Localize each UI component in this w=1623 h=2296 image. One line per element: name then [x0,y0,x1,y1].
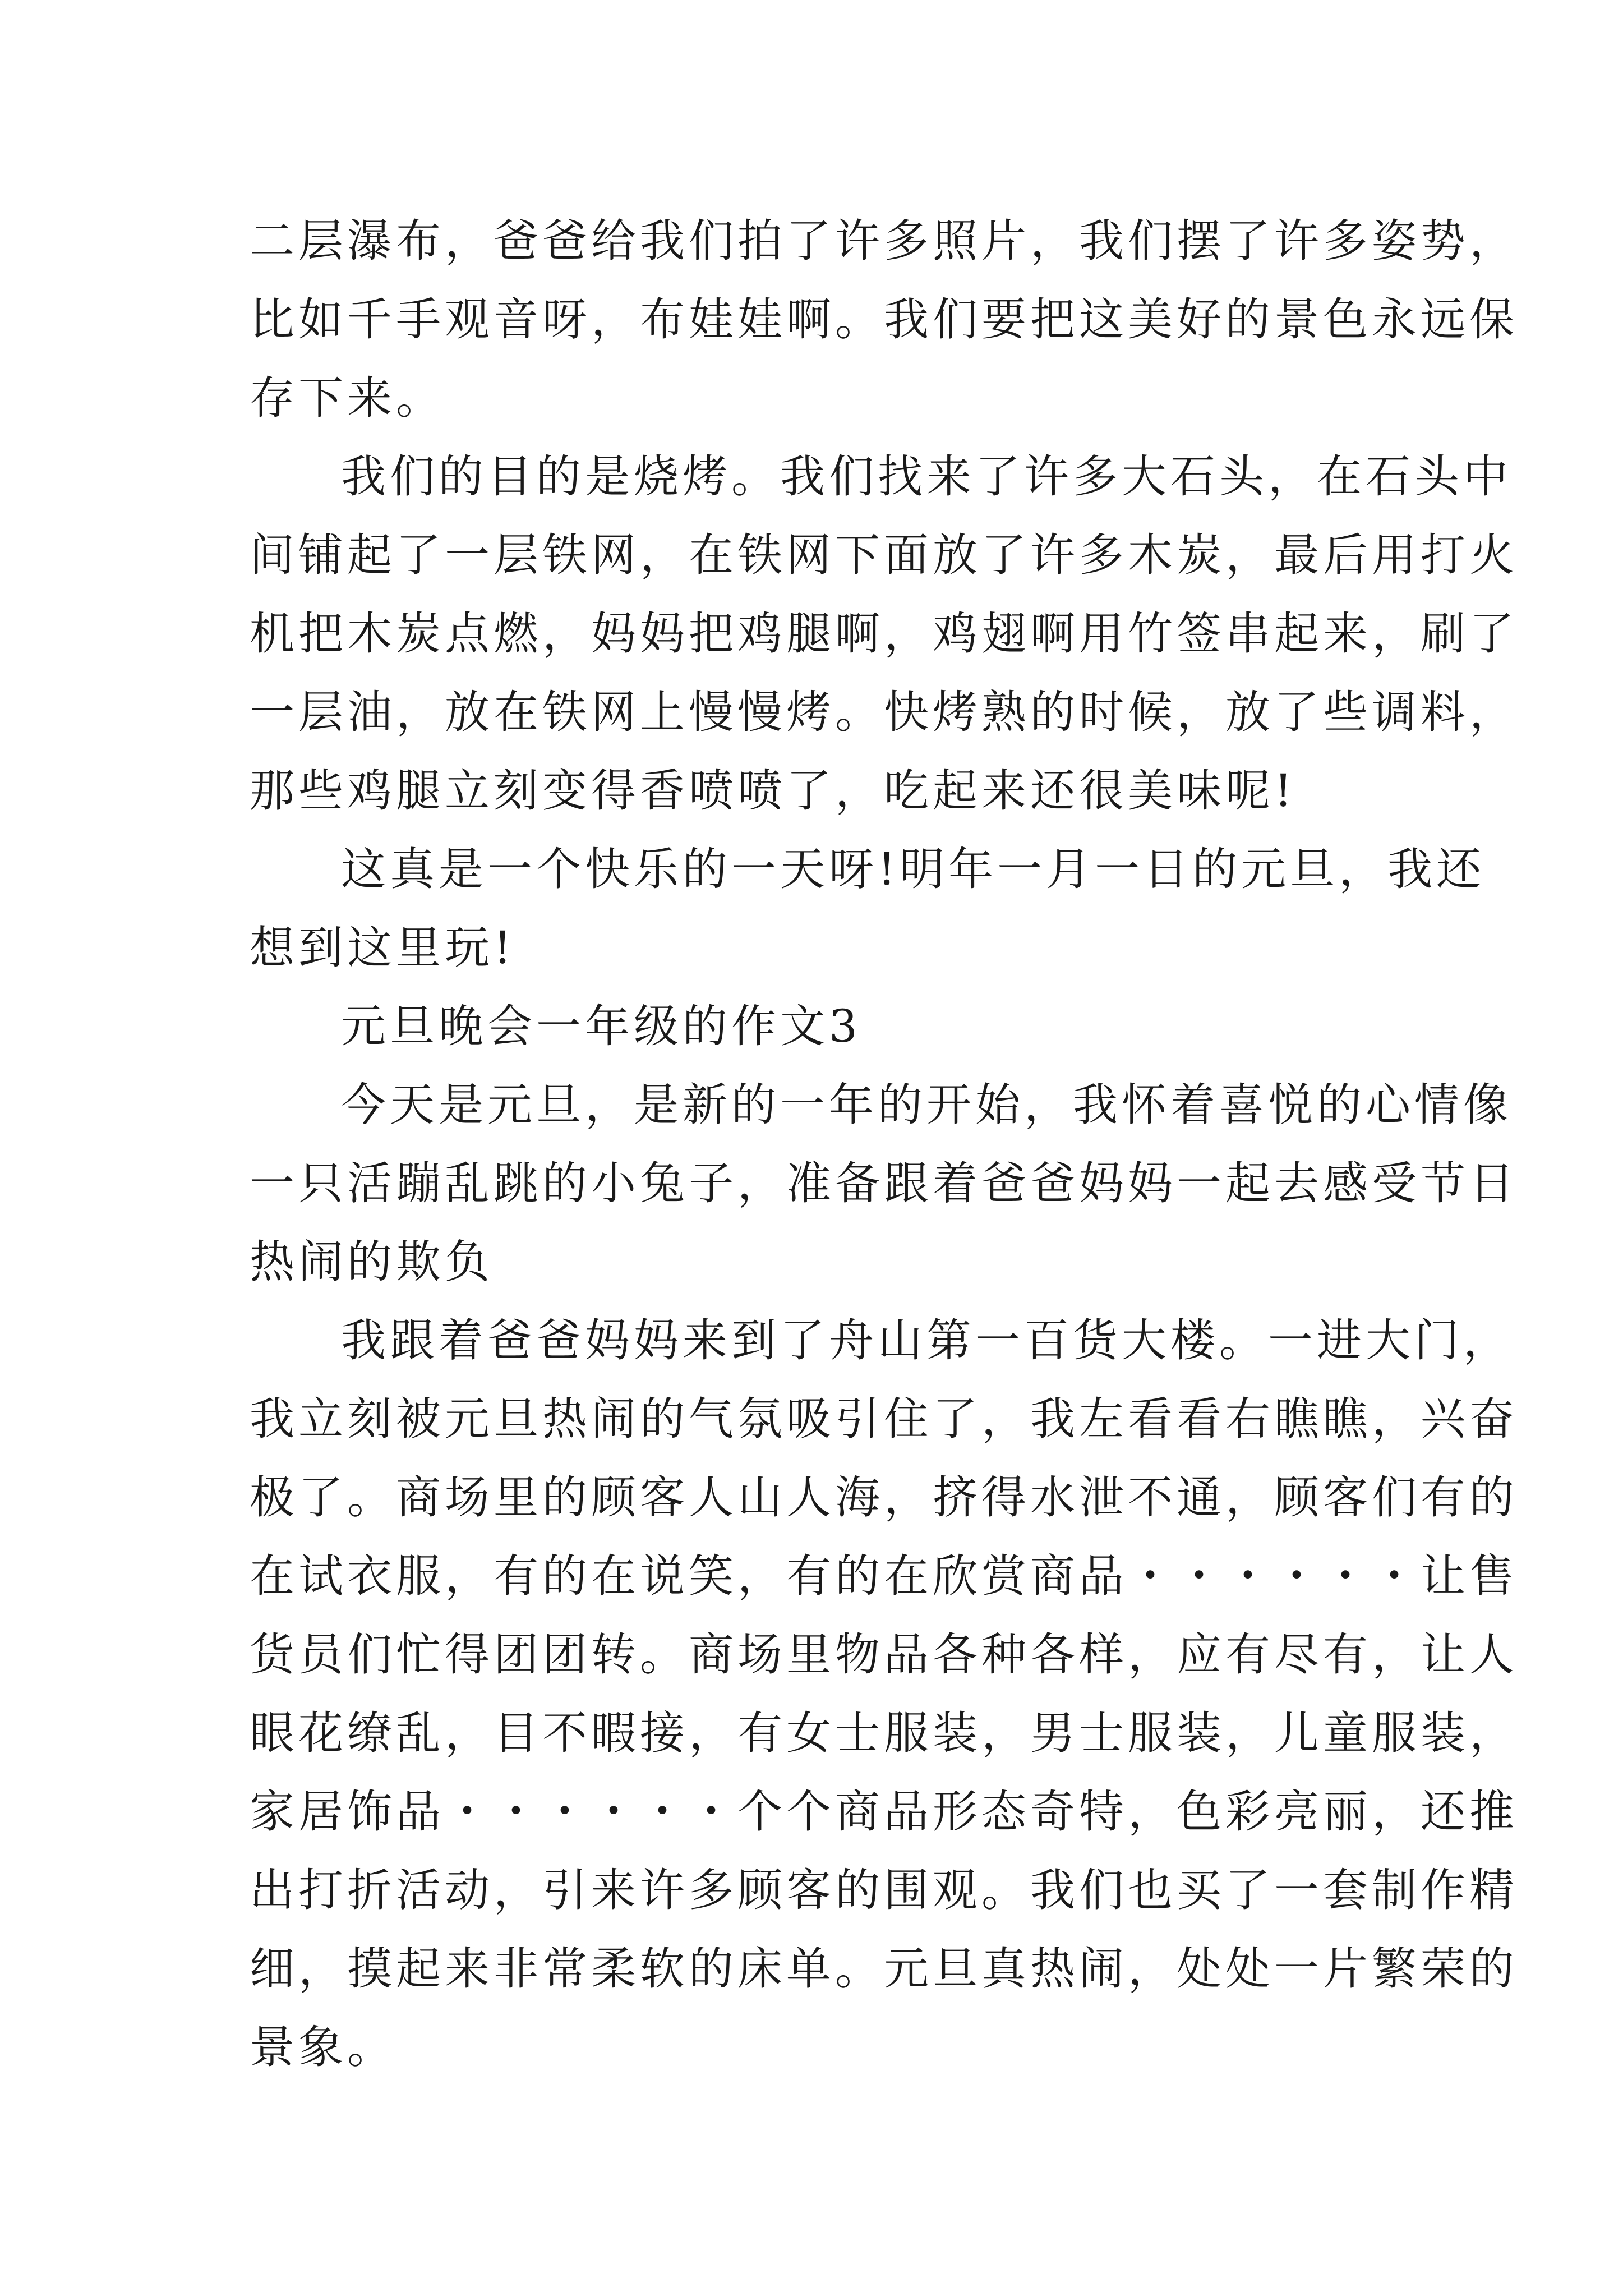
text-line: 间铺起了一层铁网，在铁网下面放了许多木炭，最后用打火 [250,529,1518,581]
text-line: 比如千手观音呀，布娃娃啊。我们要把这美好的景色永远保 [250,293,1518,346]
text-line: 眼花缭乱，目不暇接，有女士服装，男士服装，儿童服装， [250,1707,1518,1759]
text-line: 热闹的欺负 [250,1236,494,1288]
text-line: 货员们忙得团团转。商场里物品各种各样，应有尽有，让人 [250,1628,1518,1681]
paragraph-start: 我跟着爸爸妈妈来到了舟山第一百货大楼。一进大门， [341,1314,1512,1366]
text-line: 出打折活动，引来许多顾客的围观。我们也买了一套制作精 [250,1864,1518,1916]
text-line: 细，摸起来非常柔软的床单。元旦真热闹，处处一片繁荣的 [250,1943,1518,1995]
text-line: 一只活蹦乱跳的小兔子，准备跟着爸爸妈妈一起去感受节日 [250,1157,1518,1209]
text-line: 我立刻被元旦热闹的气氛吸引住了，我左看看右瞧瞧，兴奋 [250,1393,1518,1445]
text-line: 想到这里玩! [250,922,516,974]
text-line: 家居饰品・・・・・・个个商品形态奇特，色彩亮丽，还推 [250,1786,1518,1838]
paragraph-start: 这真是一个快乐的一天呀!明年一月一日的元旦，我还 [341,843,1486,895]
text-line: 一层油，放在铁网上慢慢烤。快烤熟的时候，放了些调料， [250,686,1518,738]
text-line: 机把木炭点燃，妈妈把鸡腿啊，鸡翅啊用竹签串起来，刷了 [250,608,1518,660]
paragraph-start: 今天是元旦，是新的一年的开始，我怀着喜悦的心情像 [341,1079,1512,1131]
text-line: 在试衣服，有的在说笑，有的在欣赏商品・・・・・・让售 [250,1550,1518,1602]
paragraph-start: 我们的目的是烧烤。我们找来了许多大石头，在石头中 [341,450,1512,503]
text-line: 存下来。 [250,372,445,424]
text-line: 极了。商场里的顾客人山人海，挤得水泄不通，顾客们有的 [250,1471,1518,1524]
text-line: 那些鸡腿立刻变得香喷喷了，吃起来还很美味呢! [250,765,1297,817]
text-line: 二层瀑布，爸爸给我们拍了许多照片，我们摆了许多姿势， [250,215,1518,267]
section-heading: 元旦晚会一年级的作文3 [341,1000,861,1052]
text-line: 景象。 [250,2021,396,2073]
